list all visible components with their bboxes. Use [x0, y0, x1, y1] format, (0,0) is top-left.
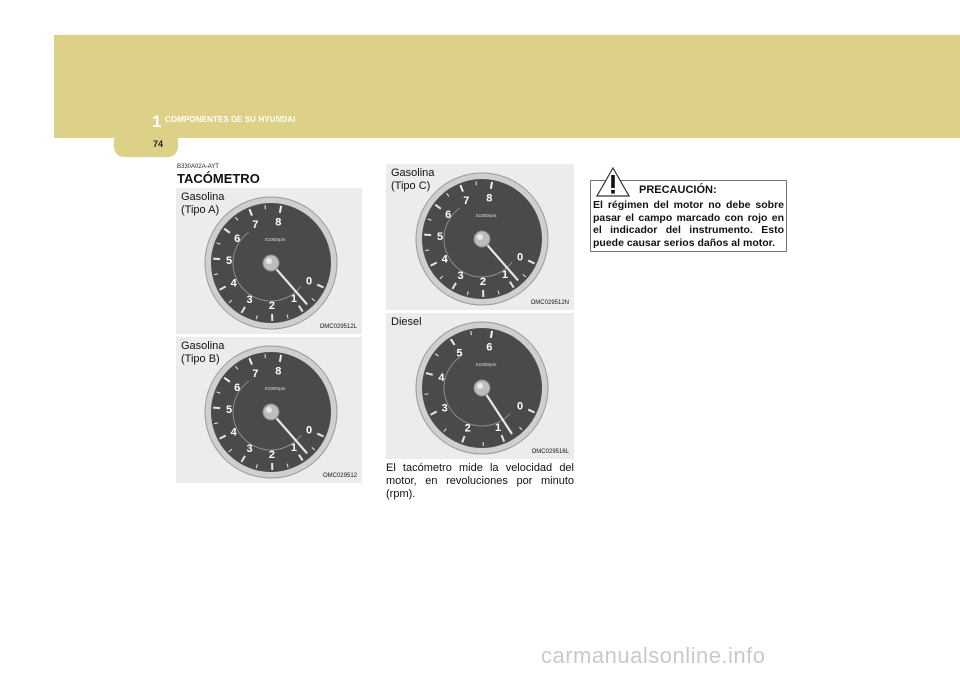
gauge-tick-label: 5 — [226, 254, 233, 267]
gauge-label: Diesel — [391, 316, 422, 328]
gauge-tick-label: 1 — [495, 421, 502, 434]
gauge-hub-highlight — [477, 383, 483, 389]
page-number-tab — [114, 131, 178, 157]
gauge-tick-label: 5 — [226, 403, 233, 416]
figure-code: OMC029512 — [322, 473, 357, 479]
gauge-tick-label: 2 — [479, 275, 486, 288]
gauge-unit-label: X1000rpm — [475, 362, 497, 367]
gauge-tick-label: 5 — [456, 347, 463, 360]
figure-code: OMC029512N — [530, 300, 569, 306]
gauge-tick-label: 4 — [230, 426, 237, 439]
gauge-tick-label: 6 — [234, 233, 241, 246]
gauge-tick-label: 5 — [437, 230, 444, 243]
gauge-panel-diesel — [386, 313, 574, 459]
gauge-tick-label: 4 — [441, 253, 448, 266]
gauge-label: Gasolina (Tipo C) — [391, 167, 435, 192]
gauge-tick — [280, 355, 281, 362]
gauge-tick-label: 7 — [463, 195, 470, 208]
gauge-tick-label: 3 — [457, 270, 464, 283]
figure-code: OMC029516L — [531, 449, 569, 455]
section-title: TACÓMETRO — [177, 171, 260, 186]
gauge-tick-label: 3 — [441, 402, 448, 415]
gauge-tick-label: 8 — [486, 192, 493, 205]
gauge-unit-label: X1000rpm — [475, 213, 497, 218]
gauge-tick-label: 6 — [486, 341, 493, 354]
tachometer-gauge — [386, 313, 574, 459]
gauge-label: Gasolina (Tipo A) — [181, 191, 225, 216]
caution-title: PRECAUCIÓN: — [639, 184, 717, 196]
gauge-tick-label: 0 — [517, 400, 524, 413]
gauge-tick-label: 3 — [246, 294, 253, 307]
gauge-tick — [280, 206, 281, 213]
gauge-tick — [213, 408, 220, 409]
gauge-unit-label: X1000rpm — [264, 386, 286, 391]
gauge-tick-label: 1 — [290, 442, 298, 455]
chapter-number: 1 — [152, 112, 162, 131]
gauge-tick — [491, 331, 492, 338]
caution-text: El régimen del motor no debe sobre pasar el campo marcado con rojo en el indicador del instrumento. Esto puede causar serios daños al motor. — [593, 199, 784, 249]
gauge-tick-label: 1 — [501, 269, 509, 282]
gauge-tick-label: 4 — [230, 277, 237, 290]
gauge-unit-label: X1000rpm — [264, 237, 286, 242]
gauge-tick-label: 4 — [438, 372, 445, 385]
gauge-tick-label: 7 — [252, 368, 259, 381]
body-paragraph: El tacómetro mide la velocidad del motor, en revoluciones por minuto (rpm). — [386, 462, 574, 500]
warning-triangle-icon — [596, 167, 630, 197]
gauge-tick-label: 2 — [464, 422, 471, 435]
gauge-hub-highlight — [477, 234, 483, 240]
gauge-hub-highlight — [266, 258, 272, 264]
gauge-hub-highlight — [266, 407, 272, 413]
figure-code: OMC029512L — [319, 324, 357, 330]
section-code: B330A02A-AYT — [177, 164, 219, 170]
gauge-tick-label: 0 — [306, 424, 313, 437]
chapter-title: COMPONENTES DE SU HYUNDAI — [165, 115, 296, 124]
gauge-tick-label: 2 — [268, 448, 275, 461]
gauge-panel-gasolina-tipo-a — [176, 188, 362, 334]
watermark: carmanualsonline.info — [541, 643, 766, 668]
gauge-tick-label: 1 — [290, 293, 298, 306]
gauge-tick-label: 6 — [445, 209, 452, 222]
gauge-tick-label: 3 — [246, 443, 253, 456]
gauge-label: Gasolina (Tipo B) — [181, 340, 225, 365]
gauge-tick-label: 0 — [517, 251, 524, 264]
gauge-tick — [491, 182, 492, 189]
gauge-tick-label: 8 — [275, 216, 282, 229]
gauge-panel-gasolina-tipo-c — [386, 164, 574, 310]
gauge-tick-label: 0 — [306, 275, 313, 288]
gauge-tick-label: 8 — [275, 365, 282, 378]
gauge-tick-label: 2 — [268, 299, 275, 312]
gauge-tick-label: 7 — [252, 219, 259, 232]
gauge-tick — [213, 259, 220, 260]
gauge-panel-gasolina-tipo-b — [176, 337, 362, 483]
gauge-tick-label: 6 — [234, 382, 241, 395]
page-number: 74 — [153, 139, 164, 149]
gauge-tick — [424, 235, 431, 236]
